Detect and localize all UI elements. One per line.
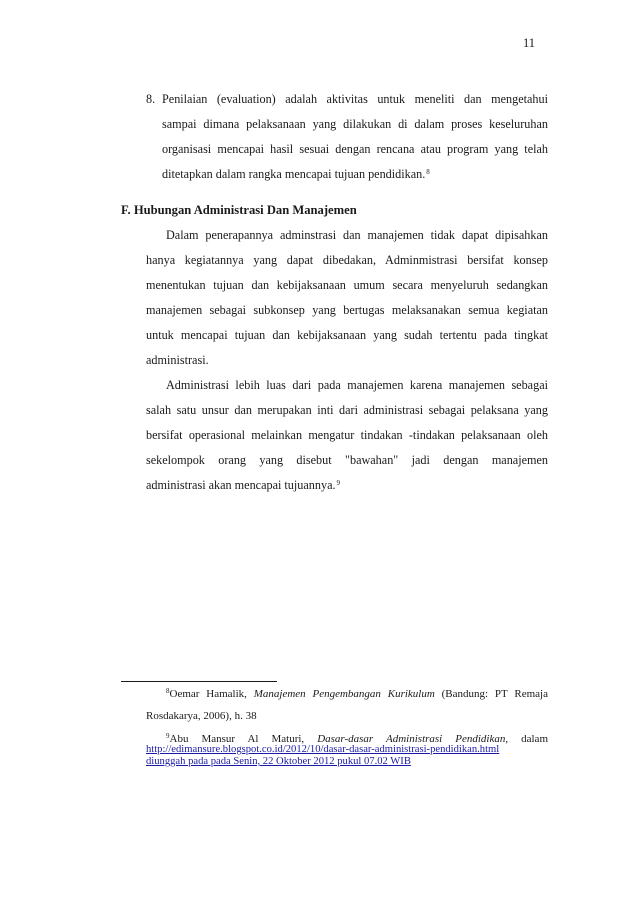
footnote-mark: 8 (166, 687, 170, 695)
paragraph-line: bersifat operasional melainkan mengatur tindakan -tindakan pelaksanaan oleh (146, 428, 548, 442)
footnote-author: Abu Mansur Al Maturi, (169, 733, 318, 745)
paragraph-line: salah satu unsur dan merupakan inti dari administrasi sebagai pelaksana yang (146, 403, 548, 417)
footnote-line (166, 687, 548, 700)
footnote-mark: 9 (166, 732, 170, 740)
paragraph-text: administrasi akan mencapai tujuannya. (146, 478, 336, 492)
footnote-source: , dalam (505, 733, 548, 745)
list-item-line: sampai dimana pelaksanaan yang dilakukan di dalam proses keseluruhan (162, 117, 548, 131)
footnote-author: Oemar Hamalik, (169, 688, 254, 700)
footnote-title: Manajemen Pengembangan Kurikulum (253, 688, 435, 700)
footnote-title: Dasar-dasar Administrasi Pendidikan (317, 733, 506, 745)
paragraph-line-last (146, 478, 548, 493)
list-item-line-last (162, 167, 548, 182)
footnote-publisher: (Bandung: PT Remaja (434, 688, 548, 700)
list-item-line: Penilaian (evaluation) adalah aktivitas untuk meneliti dan mengetahui (162, 92, 548, 106)
paragraph-line: Dalam penerapannya adminstrasi dan manajemen tidak dapat dipisahkan (166, 228, 548, 242)
footnote-link[interactable]: http://edimansure.blogspot.co.id/2012/10/dasar-dasar-administrasi-pendidikan.html (146, 744, 500, 755)
list-item-line: organisasi mencapai hasil sesuai dengan rencana atau program yang telah (162, 142, 548, 156)
paragraph-line: untuk mencapai tujuan dan kebijaksanaan yang sudah tertentu pada tingkat (146, 328, 548, 342)
list-item-number: 8. (146, 92, 156, 106)
list-item-text: ditetapkan dalam rangka mencapai tujuan pendidikan. (162, 167, 426, 181)
paragraph-line: Administrasi lebih luas dari pada manajemen karena manajemen sebagai (166, 378, 548, 392)
paragraph-line: sekelompok orang yang disebut "bawahan" jadi dengan manajemen (146, 453, 548, 467)
footnote-ref-8[interactable]: 8 (426, 168, 430, 176)
section-heading: F. Hubungan Administrasi Dan Manajemen (121, 203, 357, 217)
paragraph-line: administrasi. (146, 353, 209, 367)
footnote-divider (121, 681, 277, 682)
page-number: 11 (523, 36, 536, 50)
paragraph-line: menentukan tujuan dan kebijaksanaan umum secara menyeluruh sedangkan (146, 278, 548, 292)
footnote-link-continuation[interactable]: diunggah pada pada Senin, 22 Oktober 2012 pukul 07.02 WIB (146, 756, 411, 767)
footnote-line: Rosdakarya, 2006), h. 38 (146, 710, 257, 722)
paragraph-line: hanya kegiatannya yang dapat dibedakan, Adminmistrasi bersifat konsep (146, 253, 548, 267)
paragraph-line: manajemen sebagai subkonsep yang bertugas melaksanakan semua kegiatan (146, 303, 548, 317)
footnote-ref-9[interactable]: 9 (336, 479, 341, 487)
